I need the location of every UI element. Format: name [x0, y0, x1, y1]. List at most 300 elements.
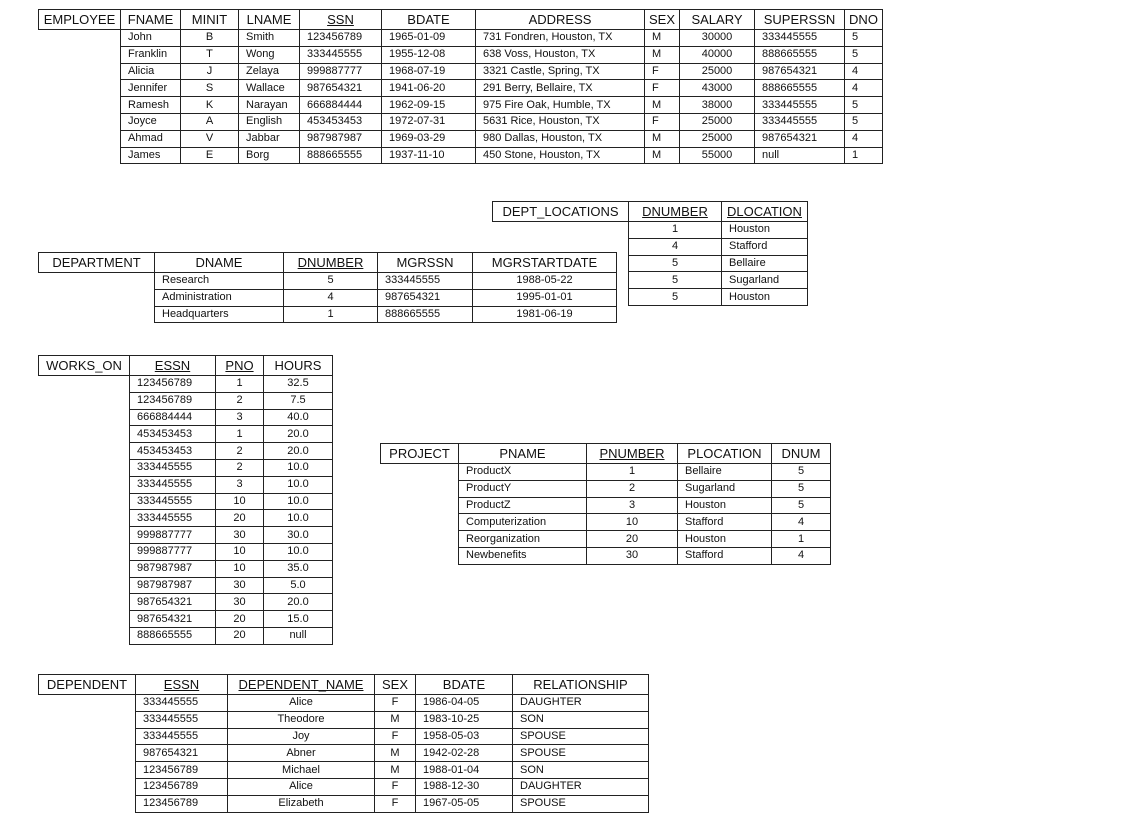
table-row — [155, 289, 617, 306]
cell-pno: 10 — [216, 493, 264, 510]
table-row — [629, 255, 808, 272]
column-header-mgrssn: MGRSSN — [378, 253, 473, 273]
cell-mgrssn: 333445555 — [378, 273, 473, 290]
cell-sex: F — [375, 778, 416, 795]
cell-dnum: 1 — [772, 531, 831, 548]
cell-superssn: 987654321 — [755, 63, 845, 80]
cell-address: 975 Fire Oak, Humble, TX — [476, 97, 645, 114]
column-header-superssn: SUPERSSN — [755, 10, 845, 30]
cell-dlocation: Houston — [722, 289, 808, 306]
column-header-dname: DNAME — [155, 253, 284, 273]
table-row — [121, 97, 883, 114]
cell-essn: 123456789 — [136, 762, 228, 779]
cell-sex: F — [375, 695, 416, 712]
table-row — [136, 728, 649, 745]
cell-pname: ProductX — [459, 464, 587, 481]
cell-dname: Headquarters — [155, 306, 284, 323]
cell-address: 980 Dallas, Houston, TX — [476, 130, 645, 147]
cell-ssn: 333445555 — [300, 46, 382, 63]
table-row — [459, 497, 831, 514]
cell-salary: 25000 — [680, 63, 755, 80]
cell-fname: John — [121, 30, 181, 47]
cell-pname: ProductZ — [459, 497, 587, 514]
cell-ssn: 888665555 — [300, 147, 382, 164]
relation-name: PROJECT — [380, 443, 459, 464]
cell-dnumber: 1 — [629, 222, 722, 239]
cell-essn: 123456789 — [136, 795, 228, 812]
cell-lname: Borg — [239, 147, 300, 164]
cell-pno: 3 — [216, 409, 264, 426]
cell-pno: 30 — [216, 577, 264, 594]
table-row — [130, 611, 333, 628]
table-row — [629, 289, 808, 306]
cell-fname: Joyce — [121, 113, 181, 130]
table-row — [130, 527, 333, 544]
cell-pno: 2 — [216, 392, 264, 409]
cell-essn: 123456789 — [136, 778, 228, 795]
department-table — [154, 252, 617, 323]
cell-relationship: SON — [513, 762, 649, 779]
cell-sex: F — [645, 113, 680, 130]
cell-relationship: SON — [513, 711, 649, 728]
table-row — [121, 80, 883, 97]
cell-superssn: null — [755, 147, 845, 164]
cell-sex: M — [645, 30, 680, 47]
table-row — [130, 392, 333, 409]
table-row — [130, 409, 333, 426]
cell-dno: 5 — [845, 46, 883, 63]
cell-dname: Research — [155, 273, 284, 290]
cell-superssn: 888665555 — [755, 46, 845, 63]
cell-hours: 20.0 — [264, 426, 333, 443]
cell-dno: 5 — [845, 30, 883, 47]
cell-dnum: 4 — [772, 547, 831, 564]
table-row — [459, 547, 831, 564]
cell-pno: 10 — [216, 560, 264, 577]
cell-mgrstartdate: 1988-05-22 — [473, 273, 617, 290]
cell-dno: 5 — [845, 113, 883, 130]
cell-dnumber: 5 — [629, 255, 722, 272]
cell-fname: James — [121, 147, 181, 164]
column-header-plocation: PLOCATION — [678, 444, 772, 464]
cell-dnum: 5 — [772, 464, 831, 481]
table-row — [130, 560, 333, 577]
table-row — [459, 464, 831, 481]
cell-dnumber: 4 — [284, 289, 378, 306]
cell-essn: 123456789 — [130, 392, 216, 409]
table-row — [121, 147, 883, 164]
cell-essn: 333445555 — [136, 711, 228, 728]
table-row — [130, 443, 333, 460]
cell-mgrstartdate: 1981-06-19 — [473, 306, 617, 323]
cell-pname: Computerization — [459, 514, 587, 531]
cell-sex: F — [375, 795, 416, 812]
cell-pnumber: 1 — [587, 464, 678, 481]
cell-salary: 25000 — [680, 113, 755, 130]
table-row — [136, 778, 649, 795]
table-row — [130, 459, 333, 476]
cell-pno: 3 — [216, 476, 264, 493]
cell-sex: M — [375, 745, 416, 762]
dependent-table — [135, 674, 649, 813]
cell-bdate: 1988-01-04 — [416, 762, 513, 779]
cell-minit: B — [181, 30, 239, 47]
cell-bdate: 1983-10-25 — [416, 711, 513, 728]
cell-address: 291 Berry, Bellaire, TX — [476, 80, 645, 97]
cell-bdate: 1937-11-10 — [382, 147, 476, 164]
cell-dependent-name: Abner — [228, 745, 375, 762]
table-row — [155, 273, 617, 290]
cell-minit: J — [181, 63, 239, 80]
table-row — [136, 695, 649, 712]
cell-essn: 453453453 — [130, 426, 216, 443]
cell-bdate: 1969-03-29 — [382, 130, 476, 147]
cell-ssn: 123456789 — [300, 30, 382, 47]
table-row — [130, 543, 333, 560]
table-row — [130, 594, 333, 611]
cell-sex: M — [375, 711, 416, 728]
cell-sex: M — [645, 130, 680, 147]
cell-hours: 10.0 — [264, 510, 333, 527]
cell-bdate: 1941-06-20 — [382, 80, 476, 97]
cell-ssn: 987654321 — [300, 80, 382, 97]
cell-lname: English — [239, 113, 300, 130]
cell-essn: 987654321 — [130, 594, 216, 611]
cell-dname: Administration — [155, 289, 284, 306]
table-row — [130, 476, 333, 493]
cell-essn: 333445555 — [130, 459, 216, 476]
cell-dependent-name: Joy — [228, 728, 375, 745]
cell-fname: Franklin — [121, 46, 181, 63]
cell-essn: 333445555 — [136, 728, 228, 745]
table-row — [155, 306, 617, 323]
cell-bdate: 1967-05-05 — [416, 795, 513, 812]
cell-sex: M — [645, 46, 680, 63]
cell-pnumber: 20 — [587, 531, 678, 548]
cell-dependent-name: Alice — [228, 778, 375, 795]
cell-mgrssn: 888665555 — [378, 306, 473, 323]
cell-hours: 15.0 — [264, 611, 333, 628]
cell-hours: 5.0 — [264, 577, 333, 594]
cell-dno: 4 — [845, 63, 883, 80]
table-row — [130, 376, 333, 393]
cell-relationship: DAUGHTER — [513, 778, 649, 795]
table-row — [459, 514, 831, 531]
cell-lname: Smith — [239, 30, 300, 47]
column-header-ssn: SSN — [300, 10, 382, 30]
cell-essn: 987987987 — [130, 577, 216, 594]
cell-dnum: 5 — [772, 480, 831, 497]
column-header-dnumber: DNUMBER — [284, 253, 378, 273]
cell-dnumber: 5 — [284, 273, 378, 290]
cell-pno: 1 — [216, 376, 264, 393]
cell-pno: 2 — [216, 443, 264, 460]
cell-address: 638 Voss, Houston, TX — [476, 46, 645, 63]
cell-fname: Jennifer — [121, 80, 181, 97]
cell-relationship: DAUGHTER — [513, 695, 649, 712]
cell-salary: 43000 — [680, 80, 755, 97]
column-header-bdate: BDATE — [382, 10, 476, 30]
cell-pnumber: 3 — [587, 497, 678, 514]
cell-fname: Alicia — [121, 63, 181, 80]
cell-minit: E — [181, 147, 239, 164]
cell-dno: 4 — [845, 80, 883, 97]
cell-superssn: 987654321 — [755, 130, 845, 147]
cell-bdate: 1968-07-19 — [382, 63, 476, 80]
table-row — [130, 627, 333, 644]
cell-dnumber: 4 — [629, 238, 722, 255]
cell-bdate: 1965-01-09 — [382, 30, 476, 47]
column-header-dependent-name: DEPENDENT_NAME — [228, 675, 375, 695]
cell-salary: 55000 — [680, 147, 755, 164]
cell-address: 5631 Rice, Houston, TX — [476, 113, 645, 130]
cell-bdate: 1955-12-08 — [382, 46, 476, 63]
relation-name: DEPT_LOCATIONS — [492, 201, 629, 222]
header-row — [629, 202, 808, 222]
cell-essn: 123456789 — [130, 376, 216, 393]
cell-plocation: Houston — [678, 531, 772, 548]
column-header-lname: LNAME — [239, 10, 300, 30]
relation-name: EMPLOYEE — [38, 9, 121, 30]
cell-ssn: 987987987 — [300, 130, 382, 147]
header-row — [459, 444, 831, 464]
column-header-dno: DNO — [845, 10, 883, 30]
cell-dependent-name: Michael — [228, 762, 375, 779]
cell-ssn: 666884444 — [300, 97, 382, 114]
table-row — [121, 46, 883, 63]
cell-plocation: Bellaire — [678, 464, 772, 481]
cell-pno: 20 — [216, 510, 264, 527]
cell-pno: 30 — [216, 594, 264, 611]
column-header-dnumber: DNUMBER — [629, 202, 722, 222]
works-on-table — [129, 355, 333, 645]
cell-dlocation: Houston — [722, 222, 808, 239]
cell-plocation: Sugarland — [678, 480, 772, 497]
cell-hours: 40.0 — [264, 409, 333, 426]
cell-hours: 30.0 — [264, 527, 333, 544]
column-header-essn: ESSN — [136, 675, 228, 695]
cell-dependent-name: Alice — [228, 695, 375, 712]
cell-lname: Jabbar — [239, 130, 300, 147]
cell-hours: 7.5 — [264, 392, 333, 409]
cell-dnumber: 1 — [284, 306, 378, 323]
cell-pno: 2 — [216, 459, 264, 476]
cell-dnum: 4 — [772, 514, 831, 531]
cell-address: 731 Fondren, Houston, TX — [476, 30, 645, 47]
cell-pno: 20 — [216, 627, 264, 644]
cell-essn: 987987987 — [130, 560, 216, 577]
table-row — [121, 130, 883, 147]
table-row — [136, 795, 649, 812]
employee-table — [120, 9, 883, 164]
table-row — [130, 493, 333, 510]
table-row — [121, 63, 883, 80]
cell-bdate: 1962-09-15 — [382, 97, 476, 114]
cell-salary: 40000 — [680, 46, 755, 63]
cell-hours: 20.0 — [264, 443, 333, 460]
cell-relationship: SPOUSE — [513, 728, 649, 745]
table-row — [629, 272, 808, 289]
table-row — [629, 238, 808, 255]
cell-pnumber: 30 — [587, 547, 678, 564]
cell-hours: null — [264, 627, 333, 644]
project-table — [458, 443, 831, 565]
cell-essn: 333445555 — [130, 476, 216, 493]
column-header-fname: FNAME — [121, 10, 181, 30]
cell-hours: 10.0 — [264, 476, 333, 493]
cell-superssn: 333445555 — [755, 30, 845, 47]
cell-sex: M — [645, 97, 680, 114]
table-row — [130, 577, 333, 594]
column-header-minit: MINIT — [181, 10, 239, 30]
cell-sex: F — [645, 63, 680, 80]
relation-name: DEPARTMENT — [38, 252, 155, 273]
column-header-address: ADDRESS — [476, 10, 645, 30]
cell-plocation: Stafford — [678, 514, 772, 531]
column-header-bdate: BDATE — [416, 675, 513, 695]
cell-dlocation: Sugarland — [722, 272, 808, 289]
dept-locations-table — [628, 201, 808, 306]
table-row — [121, 113, 883, 130]
cell-mgrstartdate: 1995-01-01 — [473, 289, 617, 306]
cell-minit: V — [181, 130, 239, 147]
cell-hours: 20.0 — [264, 594, 333, 611]
relation-name: WORKS_ON — [38, 355, 130, 376]
cell-lname: Wallace — [239, 80, 300, 97]
cell-dno: 5 — [845, 97, 883, 114]
cell-address: 450 Stone, Houston, TX — [476, 147, 645, 164]
column-header-mgrstartdate: MGRSTARTDATE — [473, 253, 617, 273]
table-row — [629, 222, 808, 239]
cell-salary: 30000 — [680, 30, 755, 47]
cell-pno: 30 — [216, 527, 264, 544]
cell-relationship: SPOUSE — [513, 745, 649, 762]
cell-hours: 35.0 — [264, 560, 333, 577]
column-header-dnum: DNUM — [772, 444, 831, 464]
table-row — [130, 510, 333, 527]
cell-mgrssn: 987654321 — [378, 289, 473, 306]
cell-minit: A — [181, 113, 239, 130]
cell-salary: 38000 — [680, 97, 755, 114]
cell-superssn: 333445555 — [755, 97, 845, 114]
cell-essn: 333445555 — [130, 493, 216, 510]
table-row — [136, 745, 649, 762]
cell-bdate: 1972-07-31 — [382, 113, 476, 130]
cell-dependent-name: Theodore — [228, 711, 375, 728]
cell-essn: 999887777 — [130, 527, 216, 544]
column-header-relationship: RELATIONSHIP — [513, 675, 649, 695]
cell-hours: 32.5 — [264, 376, 333, 393]
cell-pno: 20 — [216, 611, 264, 628]
cell-pnumber: 2 — [587, 480, 678, 497]
cell-pname: Newbenefits — [459, 547, 587, 564]
cell-ssn: 999887777 — [300, 63, 382, 80]
cell-address: 3321 Castle, Spring, TX — [476, 63, 645, 80]
cell-pno: 1 — [216, 426, 264, 443]
cell-superssn: 888665555 — [755, 80, 845, 97]
table-row — [459, 480, 831, 497]
cell-plocation: Stafford — [678, 547, 772, 564]
cell-fname: Ramesh — [121, 97, 181, 114]
cell-essn: 999887777 — [130, 543, 216, 560]
table-row — [459, 531, 831, 548]
cell-essn: 888665555 — [130, 627, 216, 644]
cell-dnumber: 5 — [629, 289, 722, 306]
cell-sex: M — [375, 762, 416, 779]
column-header-sex: SEX — [645, 10, 680, 30]
cell-dno: 4 — [845, 130, 883, 147]
cell-hours: 10.0 — [264, 493, 333, 510]
header-row — [136, 675, 649, 695]
cell-essn: 666884444 — [130, 409, 216, 426]
cell-essn: 987654321 — [130, 611, 216, 628]
cell-plocation: Houston — [678, 497, 772, 514]
cell-dnumber: 5 — [629, 272, 722, 289]
cell-essn: 453453453 — [130, 443, 216, 460]
cell-essn: 333445555 — [130, 510, 216, 527]
cell-hours: 10.0 — [264, 459, 333, 476]
cell-ssn: 453453453 — [300, 113, 382, 130]
header-row — [155, 253, 617, 273]
cell-dlocation: Bellaire — [722, 255, 808, 272]
column-header-pnumber: PNUMBER — [587, 444, 678, 464]
cell-lname: Narayan — [239, 97, 300, 114]
cell-essn: 987654321 — [136, 745, 228, 762]
cell-bdate: 1986-04-05 — [416, 695, 513, 712]
column-header-sex: SEX — [375, 675, 416, 695]
cell-minit: T — [181, 46, 239, 63]
table-row — [121, 30, 883, 47]
cell-hours: 10.0 — [264, 543, 333, 560]
cell-fname: Ahmad — [121, 130, 181, 147]
cell-dnum: 5 — [772, 497, 831, 514]
cell-minit: S — [181, 80, 239, 97]
header-row — [130, 356, 333, 376]
cell-bdate: 1942-02-28 — [416, 745, 513, 762]
cell-lname: Wong — [239, 46, 300, 63]
cell-salary: 25000 — [680, 130, 755, 147]
cell-pname: ProductY — [459, 480, 587, 497]
cell-dno: 1 — [845, 147, 883, 164]
column-header-salary: SALARY — [680, 10, 755, 30]
cell-dlocation: Stafford — [722, 238, 808, 255]
cell-dependent-name: Elizabeth — [228, 795, 375, 812]
relation-name: DEPENDENT — [38, 674, 136, 695]
cell-relationship: SPOUSE — [513, 795, 649, 812]
header-row — [121, 10, 883, 30]
column-header-essn: ESSN — [130, 356, 216, 376]
column-header-dlocation: DLOCATION — [722, 202, 808, 222]
cell-sex: M — [645, 147, 680, 164]
table-row — [136, 762, 649, 779]
cell-superssn: 333445555 — [755, 113, 845, 130]
column-header-hours: HOURS — [264, 356, 333, 376]
cell-sex: F — [645, 80, 680, 97]
cell-lname: Zelaya — [239, 63, 300, 80]
table-row — [136, 711, 649, 728]
cell-sex: F — [375, 728, 416, 745]
column-header-pno: PNO — [216, 356, 264, 376]
cell-pnumber: 10 — [587, 514, 678, 531]
cell-bdate: 1988-12-30 — [416, 778, 513, 795]
cell-minit: K — [181, 97, 239, 114]
cell-pname: Reorganization — [459, 531, 587, 548]
cell-essn: 333445555 — [136, 695, 228, 712]
cell-pno: 10 — [216, 543, 264, 560]
column-header-pname: PNAME — [459, 444, 587, 464]
table-row — [130, 426, 333, 443]
cell-bdate: 1958-05-03 — [416, 728, 513, 745]
